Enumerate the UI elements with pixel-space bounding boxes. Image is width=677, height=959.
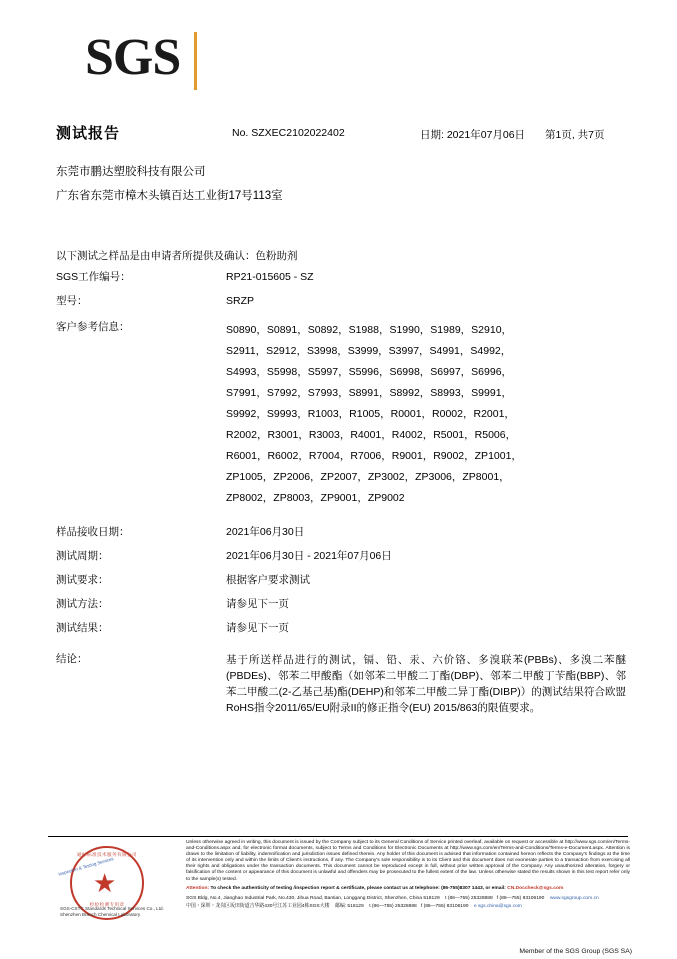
attention-note xyxy=(186,886,630,892)
official-stamp xyxy=(57,844,178,924)
field-row-conclusion xyxy=(56,652,626,716)
attention-email[interactable]: CN.Doccheck@sgs.com xyxy=(507,885,564,891)
field-table xyxy=(56,270,626,725)
reference-line: R2002，R3001，R3003，R4001，R4002，R5001，R5006， xyxy=(226,429,517,441)
field-row-reference xyxy=(56,320,626,509)
address-fax-en: f (86—755) 83106190 xyxy=(496,895,545,901)
reference-line: S4993，S5998，S5997，S5996，S6998，S6997，S6996， xyxy=(226,366,513,378)
reference-line: S2911，S2912，S3998，S3999，S3997，S4991，S4992， xyxy=(226,345,512,357)
reference-values xyxy=(226,320,626,509)
client-company: 东莞市鹏达塑胶科技有限公司 xyxy=(56,166,206,178)
member-note: Member of the SGS Group (SGS SA) xyxy=(519,948,632,955)
address-fax-cn: f (86—755) 83106190 xyxy=(420,904,469,910)
field-row xyxy=(56,294,626,309)
address-post-cn: 邮编: 518129 xyxy=(334,904,364,910)
reference-line: S0890，S0891，S0892，S1988，S1990，S1989，S2910， xyxy=(226,324,513,336)
field-row xyxy=(56,621,626,636)
conclusion-text: 基于所送样品进行的测试，镉、铅、汞、六价铬、多溴联苯(PBBs)、多溴二苯醚(PBDEs)、邻苯二甲酸酯（如邻苯二甲酸二丁酯(DBP)、邻苯二甲酸丁苄酯(BBP)、邻苯二甲酸二(2-乙基己基)酯(DEHP)和邻苯二甲酸二异丁酯(DIBP)）的测试结果符合欧盟RoHS指令2011/65/EU附录II的修正指令(EU) 2015/863的限值要求。 xyxy=(226,654,626,714)
attention-label: Attention: xyxy=(186,885,210,891)
stamp-arc-bottom-text: 检验检测专用章 xyxy=(89,902,125,907)
address-tel-cn: t (86—755) 25328888 xyxy=(369,904,417,910)
stamp-blue-text: Inspection & Testing Services xyxy=(57,856,115,877)
field-label: 测试方法： xyxy=(56,598,109,610)
report-number: No. SZXEC2102022402 xyxy=(232,127,345,139)
page-title: 测试报告 xyxy=(56,125,121,142)
field-value: 请参见下一页 xyxy=(226,598,289,610)
attention-text: To check the authenticity of testing /inspection report & certificate, please contact us at telephone: (86-755)8307 1443, or email: xyxy=(210,885,506,891)
legal-disclaimer: Unless otherwise agreed in writing, this document is issued by the Company subject to its General Conditions of Service printed overleaf, available on request or accessible at http://www.sgs.com/en/Terms-and-Conditions.aspx and, for electronic format documents, subject to Terms and Conditions for Electronic Documents at http://www.sgs.com/en/Terms-and-Conditions/Terms-e-Document.aspx. Attention is drawn to the limitation of liability, indemnification and jurisdiction issues defined therein. Any holder of this document is advised that information contained hereon reflects the Company's findings at the time of its intervention only and within the limits of Client's instructions, if any. The Company's sole responsibility is to its Client and this document does not exonerate parties to a transaction from exercising all their rights and obligations under the transaction documents. This document cannot be reproduced except in full, without prior written approval of the Company. Any unauthorized alteration, forgery or falsification of the content or appearance of this document is unlawful and offenders may be prosecuted to the fullest extent of the law. Unless otherwise stated the results shown in this test report refer only to the sample(s) tested. xyxy=(186,840,630,882)
stamp-side-line1: SGS-CSTC Standards Technical Services Co., Ltd. xyxy=(60,906,164,911)
field-label: 样品接收日期： xyxy=(56,526,130,538)
field-row xyxy=(56,525,626,540)
address-web-en[interactable]: www.sgsgroup.com.cn xyxy=(549,895,599,901)
field-value: 2021年06月30日 xyxy=(226,526,305,538)
address-tel-en: t (86—755) 25328888 xyxy=(445,895,493,901)
field-label: 测试结果： xyxy=(56,622,109,634)
field-label: 测试要求： xyxy=(56,574,109,586)
sample-note: 以下测试之样品是由申请者所提供及确认：色粉助剂 xyxy=(56,250,298,262)
client-address: 广东省东莞市樟木头镇百达工业街17号113室 xyxy=(56,190,283,202)
sgs-logo xyxy=(85,30,195,92)
address-cn xyxy=(186,903,630,910)
page-number: 第1页, 共7页 xyxy=(545,129,605,141)
reference-line: S7991，S7992，S7993，S8991，S8992，S8993，S9991， xyxy=(226,387,513,399)
stamp-side-text xyxy=(60,906,178,918)
address-email-cn[interactable]: e sgs.china@sgs.com xyxy=(473,904,522,910)
field-value: SRZP xyxy=(226,295,255,307)
report-date: 日期: 2021年07月06日 xyxy=(420,129,526,141)
address-en-text: SGS Bldg, No.4, Jianghao Industrial Park, No.430, Jihua Road, Bantian, Longgang District, Shenzhen, China 518129 xyxy=(186,895,440,901)
field-label: 结论： xyxy=(56,653,88,665)
field-value: 请参见下一页 xyxy=(226,622,289,634)
stamp-arc-top-text: 通标标准技术服务有限公司 xyxy=(77,852,137,857)
field-row xyxy=(56,270,626,285)
field-value: 根据客户要求测试 xyxy=(226,574,310,586)
field-row xyxy=(56,573,626,588)
star-icon: ★ xyxy=(93,868,117,898)
field-label: 客户参考信息： xyxy=(56,321,130,333)
footer-divider xyxy=(48,836,628,837)
field-label: SGS工作编号： xyxy=(56,271,131,283)
field-row xyxy=(56,549,626,564)
reference-line: R6001，R6002，R7004，R7006，R9001，R9002，ZP1001， xyxy=(226,450,522,462)
field-value: 2021年06月30日 - 2021年07月06日 xyxy=(226,550,392,562)
reference-line: ZP1005，ZP2006，ZP2007，ZP3002，ZP3006，ZP8001， xyxy=(226,471,510,483)
stamp-side-line2: Shenzhen Branch Chemical Laboratory xyxy=(60,912,141,917)
field-row xyxy=(56,597,626,612)
footer xyxy=(48,840,632,955)
field-label: 型号： xyxy=(56,295,88,307)
sgs-logo-bar xyxy=(194,32,197,90)
reference-line: ZP8002，ZP8003，ZP9001，ZP9002 xyxy=(226,492,405,504)
address-cn-text: 中国・深圳・龙岗区坂田街道吉华路430号江苏工业园4栋SGS大楼 xyxy=(186,904,330,910)
address-en xyxy=(186,895,630,902)
field-label: 测试周期： xyxy=(56,550,109,562)
field-value: RP21-015605 - SZ xyxy=(226,271,314,283)
reference-line: S9992，S9993，R1003，R1005，R0001，R0002，R2001， xyxy=(226,408,515,420)
sgs-logo-text: SGS xyxy=(85,29,181,86)
